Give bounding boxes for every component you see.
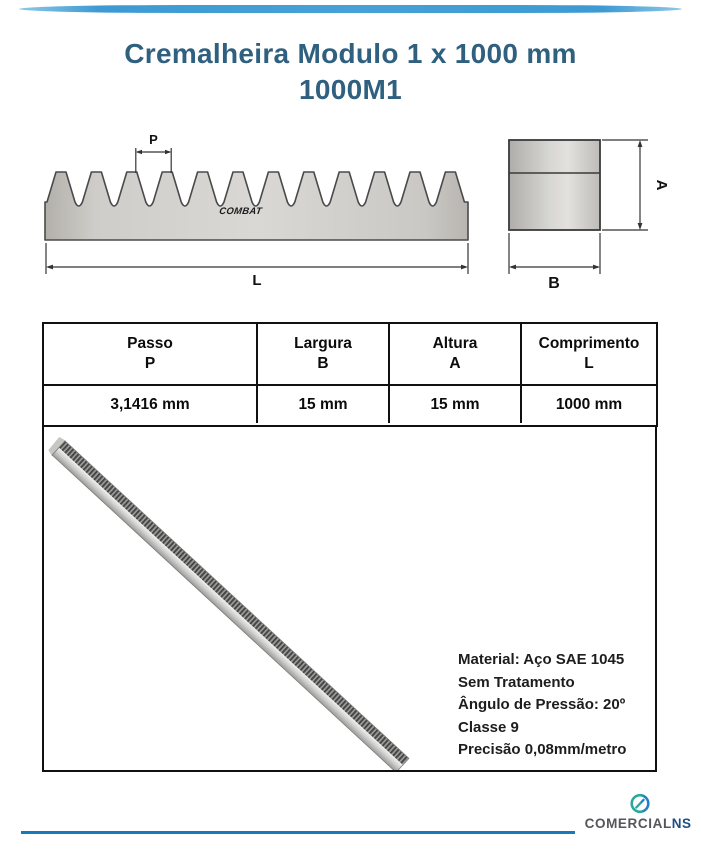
- length-arrow-left: [46, 265, 53, 270]
- spec-header-comprimento: [520, 324, 656, 386]
- spec-header-altura: [388, 324, 520, 386]
- page-title-line2: 1000M1: [299, 74, 402, 105]
- technical-drawing: [0, 130, 701, 300]
- detail-precision: Precisão 0,08mm/metro: [458, 741, 627, 758]
- spec-value-passo: 3,1416 mm: [110, 395, 190, 413]
- pitch-label: P: [149, 132, 158, 147]
- pitch-arrow-left: [136, 150, 142, 154]
- detail-pressure-angle: Ângulo de Pressão: 20º: [458, 696, 626, 713]
- detail-material: Material: Aço SAE 1045: [458, 651, 625, 668]
- height-arrow-bottom: [638, 223, 643, 230]
- spec-table: [42, 322, 658, 427]
- spec-header-passo: [44, 324, 256, 386]
- spec-value-comprimento: 1000 mm: [520, 386, 656, 423]
- comercialns-logo-icon: [627, 792, 653, 816]
- product-photo-panel: [42, 425, 657, 772]
- spec-header-altura-name: Altura: [432, 335, 478, 352]
- rack-body-strip: [52, 448, 403, 770]
- spec-header-comprimento-name: Comprimento: [538, 335, 640, 352]
- footer-divider-line: [21, 831, 575, 834]
- spec-header-passo-name: Passo: [127, 335, 173, 352]
- width-arrow-left: [509, 265, 516, 270]
- wordmark-ns: NS: [671, 816, 692, 831]
- height-arrow-top: [638, 140, 643, 147]
- length-arrow-right: [461, 265, 468, 270]
- detail-class: Classe 9: [458, 718, 519, 736]
- rack-end-view: [509, 140, 600, 230]
- wordmark-comercial: COMERCIAL: [584, 816, 672, 831]
- brand-engraving: COMBAT: [218, 206, 263, 217]
- spec-header-passo-symbol: P: [144, 355, 156, 372]
- comercialns-wordmark: [578, 815, 698, 833]
- width-arrow-right: [593, 265, 600, 270]
- length-label: L: [252, 272, 262, 289]
- spec-header-comprimento-symbol: L: [584, 355, 594, 372]
- spec-header-largura: [256, 324, 388, 386]
- material-details: [458, 649, 626, 762]
- spec-header-altura-symbol: A: [449, 355, 461, 372]
- top-decorative-band: [19, 5, 682, 13]
- spec-value-largura: 15 mm: [256, 386, 388, 423]
- pitch-arrow-right: [165, 150, 171, 154]
- detail-treatment: Sem Tratamento: [458, 673, 575, 691]
- spec-value-altura: 15 mm: [388, 386, 520, 423]
- width-label: B: [548, 275, 560, 292]
- page-title: [0, 36, 701, 108]
- rack-teeth-strip: [59, 441, 409, 765]
- page-title-line1: Cremalheira Modulo 1 x 1000 mm: [124, 38, 577, 69]
- height-label: A: [653, 179, 670, 191]
- spec-header-largura-symbol: B: [317, 355, 329, 372]
- spec-header-largura-name: Largura: [294, 335, 352, 352]
